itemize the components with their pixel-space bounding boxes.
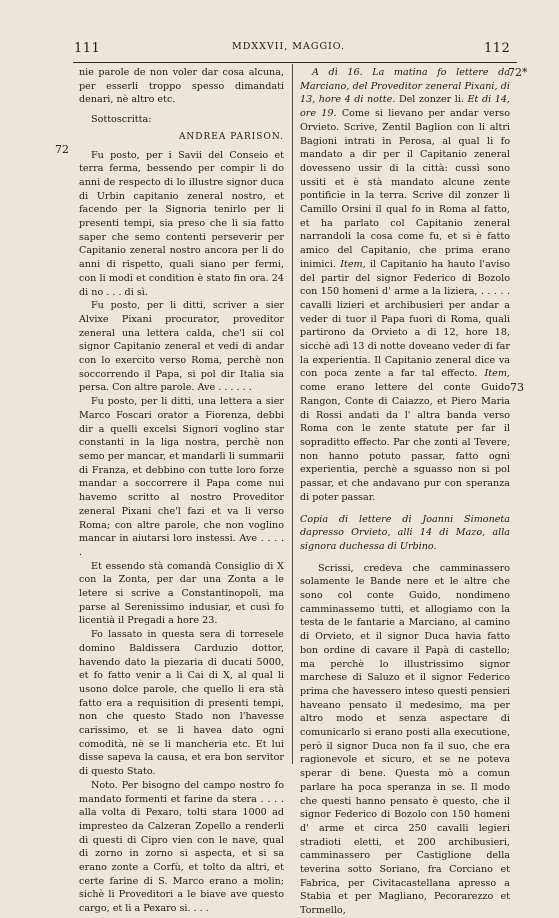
text: il Capitanio ha hauto l'aviso del partir del signor Federico di Bozolo con 150 homeni d' arme a la liziera, . . . . . cavalli lizieri et archibusieri per andar a veder di tuor il Papa fuori di Roma, quali partirono da Orvieto a di 12, hore 18, sicchè adì 13 di notte doveano veder di far la experientia. Il Capitanio zeneral dice va con poca zente a far tal effecto. bbox=[300, 258, 510, 380]
header-rule bbox=[73, 62, 517, 63]
spacer bbox=[300, 505, 510, 513]
paragraph: Et essendo stà comandà Consiglio di X con la Zonta, per dar una Zonta a le letere si scrive a Constantinopoli, ma parse al Serenissimo indusiar, et cusì fo licentià il Pregadi a hore 23. bbox=[79, 560, 284, 627]
running-header: MDXXVII, MAGGIO. bbox=[232, 41, 346, 52]
italic-text: Et di 14, ore 19. bbox=[300, 94, 510, 120]
paragraph: nie parole de non voler dar cosa alcuna, per esserli troppo spesso dimandati denari, nè altro etc. bbox=[79, 67, 284, 106]
paragraph: Fu posto, per li ditti, una lettera a sier Marco Foscari orator a Fiorenza, debbi dir a quelli excelsi Signori voglino star constanti in la liga nostra, perchè non semo per mancar, et mandarli li summarii di Franza, et debbino con tutte loro forze mandar a soccorrere il Papa come nui havemo scritto al nostro Proveditor zeneral Pixani che'l fazi et va li verso Roma; con altre parole, che non voglino mancar in aiutarsi loro instessi. Ave . . . . . bbox=[79, 396, 284, 558]
italic-text: A dì 16. La matina fo lettere da Marciano, del Proveditor zeneral Pixani, di 13, hore 4 di notte. bbox=[300, 67, 510, 106]
text: Come si lievano per andar verso Orvieto. Scrive, Zentil Baglion con li altri Bagioni intrati in Perosa, al qual li fo mandato a dir per il Capitanio zeneral dovesseno ussir di la città: cussì sono ussiti et è stà mandato alcune zente pontificie in la terra. Scrive dil zonzer lì Camillo Orsini il qual fo in Roma al fatto, et ha parlato col Capitanio zeneral narrandoli la cosa come fu, et si è fatto amico del Capitanio, che prima erano inimici. bbox=[300, 108, 510, 270]
paragraph: Fu posto, per li ditti, scriver a sier Alvixe Pixani procurator, proveditor zeneral una lettera calda, che'l sii col signor Capitanio zeneral et vedi di andar con lo exercito verso Roma, perchè non soccorrendo il Papa, si pol dir Italia sia persa. Con altre parole. Ave . . . . . . bbox=[79, 300, 284, 394]
right-column bbox=[300, 66, 510, 918]
italic-text: Item, bbox=[340, 258, 366, 270]
italic-text: Item, bbox=[484, 368, 510, 380]
text: Del zonzer li. bbox=[395, 94, 468, 106]
paragraph: Scrissi, credeva che camminassero solamente le Bande nere et le altre che sono col conte Guido, nondimeno camminassemo tutti, et allogiamo con la testa de le fantarie a Marciano, al camino di Orvieto, et il signor Duca havia fatto bon ordine di cavare il Papà di castello; ma perchè lo illustrissimo signor marchese di Saluzo et il signor Federico prima che havessero inteso questi pensieri haveano pensato il medesimo, ma per altro modo et senza aspectare di comunicarlo si erano posti alla executione, però il signor Duca non fa il suo, che era ragionevole et sicuro, et se ne poteva sperar di bene. Questa mò a comun parlare ha poca speranza in se. Il modo che questi hanno pensato è questo, che il signor Federico di Bozolo con 150 homeni d' arme et circa 250 cavalli legieri stradioti eletti, et 200 archibusieri, camminassero per Castiglione della teverina sotto Soriano, fra Corciano et Fabrica, per Civitacastellana apresso a Stabia et per Magliano, Pecorarezzo et Tormello, bbox=[300, 562, 510, 917]
signature-label: Sottoscritta: bbox=[91, 114, 152, 126]
paragraph bbox=[300, 66, 510, 505]
margin-number-right-mid: 73 bbox=[510, 381, 524, 394]
page-number-left: 111 bbox=[74, 41, 101, 56]
left-column bbox=[79, 66, 284, 916]
paragraph: Noto. Per bisogno del campo nostro fo mandato formenti et farine da stera . . . . alla volta di Pexaro, tolti stara 1000 ad impresteo da Calzeran Zopello a renderli di questi di Cipro vien con le nave, qual di zorno in zorno si aspecta, et si sa erano zonte a Corfù, et tolto da altri, et certe farine di S. Marco erano a molin; sichè li Proveditori a le biave ave questo cargo, et li a Pexaro si. . . . bbox=[79, 779, 284, 915]
column-divider bbox=[292, 64, 293, 764]
letter-heading: Copia di lettere di Joanni Simoneta dapresso Orvieto, alli 14 di Mazo, alla signora duchessa di Urbino. bbox=[300, 513, 510, 552]
page-number-right: 112 bbox=[484, 41, 511, 56]
text: come erano lettere del conte Guido Rangon, Conte di Caiazzo, et Piero Maria di Rossi andati da l' altra banda verso Roma con le zente statute per far il sopraditto effecto. Par che zonti al Tevere, non hanno potuto passar, fatto ogni experientia, perchè a sguasso non si pol passar, et che andavano pur con speranza di poter passar. bbox=[300, 382, 510, 503]
spacer bbox=[300, 554, 510, 562]
paragraph: Fo lassato in questa sera di torresele domino Baldissera Carduzio dottor, havendo dato la piezaria di ducati 5000, et fo fatto venir a li Cai di X, al qual li usono dolce parole, che quello li era stà fatto era a requisition di presenti tempi, non che questo Stado non l'havesse carissimo, et se li havea dato ogni comodità, nè se li mancheria etc. Et lui disse sapeva la causa, et era bon servitor di questo Stato. bbox=[79, 629, 284, 778]
signature-name: ANDREA PARISON. bbox=[178, 131, 284, 142]
paragraph: Fu posto, per i Savii del Conseio et terra ferma, bessendo per compir li do anni de respecto di lo illustre signor duca di Urbin capitanio zeneral nostro, et facendo per la Signoria tenirlo per li presenti tempi, sia preso che li sia fatto saper che semo contenti perseverir per Capitanio zeneral nostro ancora per li do anni di rispetto, quali siano per fermi, con li modi et condition è stato fin ora. 24 di no . . . di sì. bbox=[79, 149, 284, 298]
margin-number-left: 72 bbox=[55, 143, 69, 156]
margin-number-right-top: 72* bbox=[508, 66, 528, 79]
